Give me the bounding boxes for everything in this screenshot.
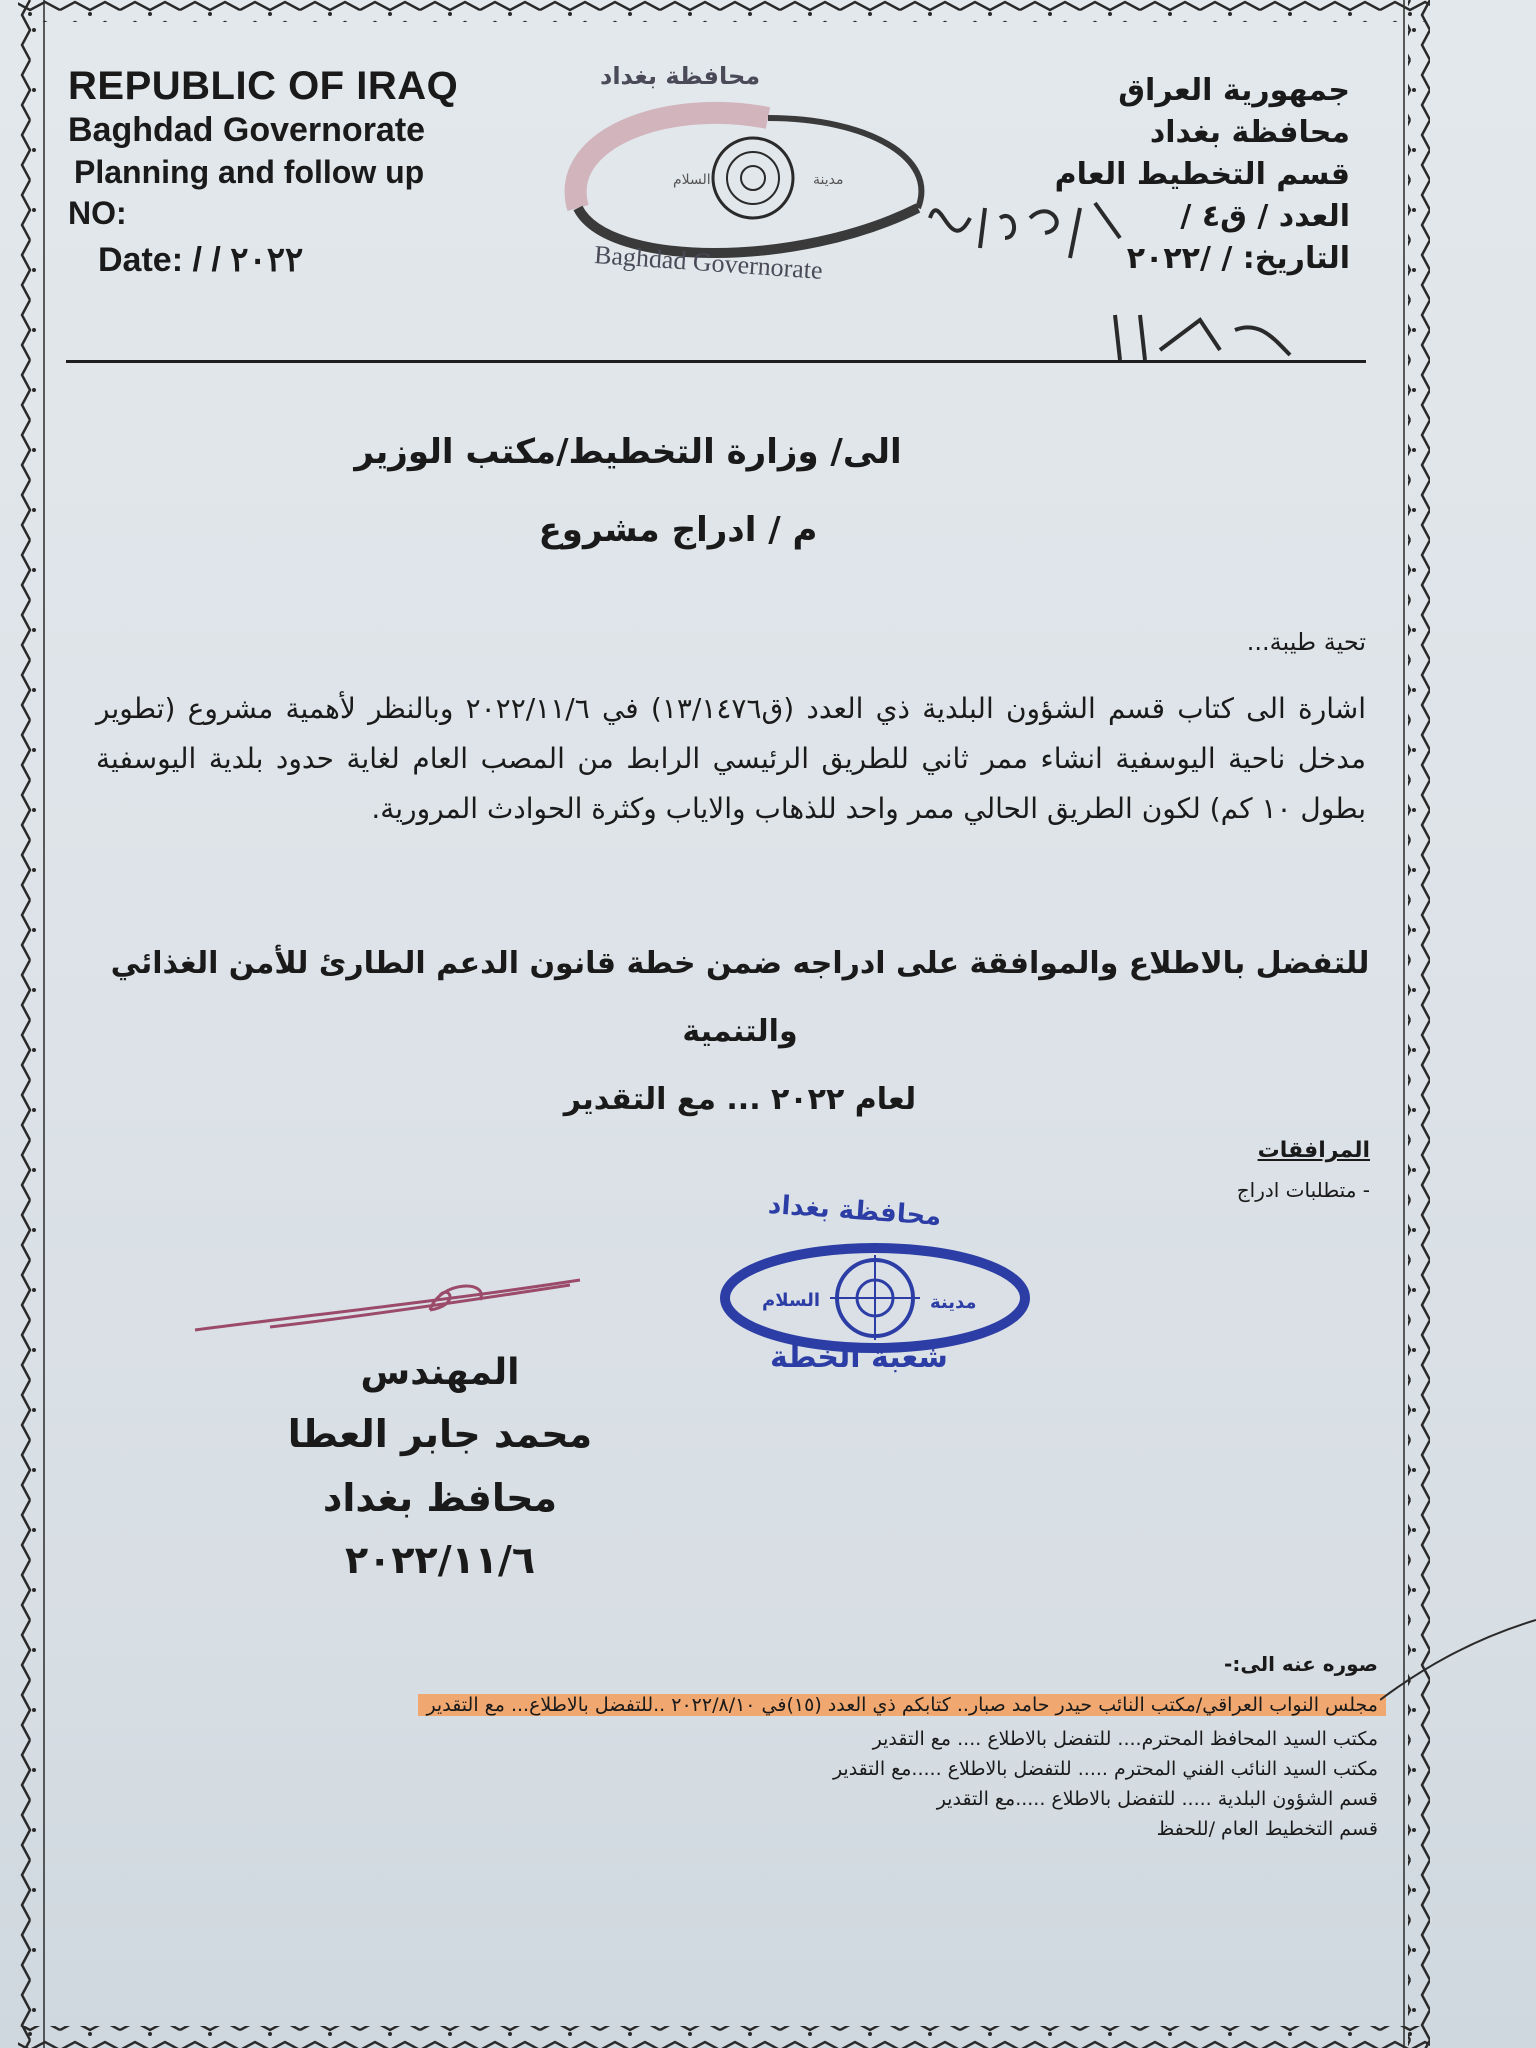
- request-line-1: للتفضل بالاطلاع والموافقة على ادراجه ضمن خطة قانون الدعم الطارئ للأمن الغذائي والتنمية: [110, 946, 1370, 1049]
- stamp-right-word: مدينة: [930, 1292, 977, 1313]
- handwritten-number: [920, 178, 1140, 268]
- header-ar-country: جمهورية العراق: [1118, 73, 1350, 108]
- header-department: Planning and follow up: [74, 154, 425, 190]
- stamp-bottom-text: شعبة الخطة: [770, 1340, 948, 1375]
- body-paragraph: اشارة الى كتاب قسم الشؤون البلدية ذي العدد (ق١٣/١٤٧٦) في ٢٠٢٢/١١/٦ وبالنظر لأهمية مشروع (تطوير مدخل ناحية اليوسفية انشاء ممر ثاني للطريق الرئيسي الرابط من المصب العام لغاية حدود بلدية اليوسفية بطول ١٠ كم) لكون الطريق الحالي ممر واحد للذهاب والاياب وكثرة الحوادث المرورية.: [96, 692, 1367, 825]
- copy-line: مكتب السيد النائب الفني المحترم ..... للتفضل بالاطلاع .....مع التقدير: [832, 1758, 1378, 1780]
- logo-top-text: محافظة بغداد: [600, 62, 761, 90]
- header-number-label: NO:: [68, 195, 127, 231]
- copy-line: قسم الشؤون البلدية ..... للتفضل بالاطلاع .....مع التقدير: [936, 1788, 1378, 1810]
- subject: م / ادراج مشروع: [538, 510, 818, 550]
- header-ar-date: التاريخ: / /٢٠٢٢: [1126, 241, 1350, 276]
- logo-left-word: السلام: [673, 172, 711, 188]
- copy-line: قسم التخطيط العام /للحفظ: [1156, 1818, 1378, 1840]
- addressee: الى/ وزارة التخطيط/مكتب الوزير: [354, 432, 902, 472]
- signer-name: محمد جابر العطا: [287, 1412, 593, 1456]
- stamp-left-word: السلام: [762, 1290, 821, 1311]
- copy-line: مكتب السيد المحافظ المحترم.... للتفضل بالاطلاع .... مع التقدير: [872, 1728, 1378, 1750]
- attachments-heading: المرافقات: [1257, 1138, 1370, 1163]
- signer-role: محافظ بغداد: [322, 1476, 558, 1520]
- greeting: تحية طيبة...: [1246, 628, 1366, 656]
- header-governorate: Baghdad Governorate: [68, 111, 426, 149]
- logo-bottom-text: Baghdad Governorate: [593, 240, 824, 285]
- header-ar-number: العدد / ق٤ /: [1180, 199, 1350, 234]
- signer-date: ٢٠٢٢/١١/٦: [344, 1538, 536, 1582]
- header-date-label: Date: / / ٢٠٢٢: [98, 241, 304, 279]
- signer-title: المهندس: [360, 1352, 520, 1393]
- header-country: REPUBLIC OF IRAQ: [68, 64, 459, 108]
- signature: [190, 1275, 590, 1345]
- header-ar-governorate: محافظة بغداد: [1149, 115, 1350, 150]
- header-english: [68, 64, 458, 280]
- copy-line: مجلس النواب العراقي/مكتب النائب حيدر حامد صبار.. كتابكم ذي العدد (١٥)في ٢٠٢٢/٨/١٠ ..للتفضل بالاطلاع... مع التقدير: [418, 1694, 1386, 1716]
- pointer-pen-mark: [1380, 1600, 1536, 1710]
- copies-heading: صوره عنه الى:-: [1224, 1652, 1378, 1676]
- header-divider: [66, 360, 1366, 363]
- attachments-item: - متطلبات ادراج: [1236, 1178, 1370, 1202]
- logo-right-word: مدينة: [813, 172, 844, 188]
- stamp-top-text: محافظة بغداد: [767, 1189, 943, 1233]
- header-ar-department: قسم التخطيط العام: [1054, 157, 1350, 192]
- request-text: [110, 930, 1370, 1134]
- request-line-2: لعام ٢٠٢٢ ... مع التقدير: [563, 1082, 917, 1117]
